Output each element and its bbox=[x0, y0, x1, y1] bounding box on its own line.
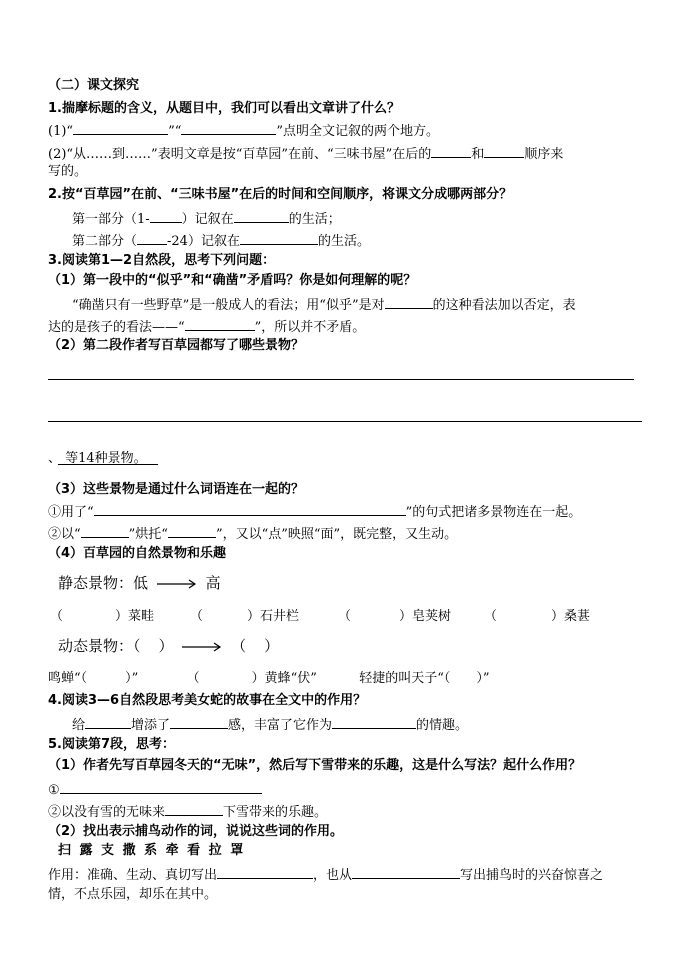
dyn-lark-pre: 轻捷的叫天子“（ bbox=[359, 671, 451, 686]
q3-s1-ans-c: 达的是孩子的看法——“ bbox=[48, 320, 185, 335]
dyn-cicada-pre: 鸣蝉“（ bbox=[48, 671, 88, 686]
static-scenery-row bbox=[58, 575, 221, 591]
q5-effect-mid: ，也从 bbox=[313, 868, 353, 883]
dyn-cicada-suf: ）” bbox=[125, 671, 139, 686]
capture-verbs: 扫 露 支 撒 系 牵 看 拉 罩 bbox=[58, 843, 246, 858]
static-item-name: 桑葚 bbox=[564, 609, 591, 624]
blank-part2-start[interactable] bbox=[137, 232, 167, 245]
q3-sub-3-b bbox=[48, 525, 457, 543]
q3-s3-a-pre: ①用了“ bbox=[48, 505, 94, 520]
paren-open: （ bbox=[133, 637, 141, 655]
q3-s1-ans-b: 的这种看法加以否定，表 bbox=[432, 298, 576, 313]
blank-part2-place[interactable] bbox=[240, 232, 318, 245]
paren-close: ） bbox=[551, 609, 565, 624]
q1-a2-end: 顺序来 bbox=[524, 147, 564, 162]
q3-sub-3-a bbox=[48, 503, 581, 521]
q3-s1-ans-a: “确凿只有一些野草”是一般成人的看法；用“似乎”是对 bbox=[72, 298, 385, 313]
q3-sub-4: （4）百草园的自然景物和乐趣 bbox=[48, 546, 227, 561]
q5-effect-pre: 作用：准确、生动、真切写出 bbox=[48, 868, 218, 883]
q4-answer bbox=[72, 716, 468, 734]
dyn-wasp: ）黄蜂“伏” bbox=[251, 671, 317, 686]
q4-c: 感，丰富了它作为 bbox=[228, 718, 333, 733]
paren-close: ） bbox=[264, 637, 280, 655]
paren-open: （ bbox=[50, 609, 64, 624]
q1-a2-part1: (2)“从……到……”表明文章是按“百草园”在前、“三味书屋”在后的 bbox=[48, 147, 432, 162]
blank-s1-2[interactable] bbox=[185, 318, 255, 331]
static-item-3 bbox=[338, 609, 451, 625]
q2-p2-c: 的生活。 bbox=[317, 234, 370, 249]
q1-answer-1 bbox=[48, 122, 439, 140]
q2-p1-a: 第一部分（1- bbox=[72, 212, 150, 227]
section-title: （二）课文探究 bbox=[48, 78, 140, 93]
question-1-stem: 1.揣摩标题的含义，从题目中，我们可以看出文章讲了什么？ bbox=[48, 101, 400, 116]
q3-sub-3: （3）这些景物是通过什么词语连在一起的？ bbox=[48, 482, 305, 497]
static-low: 低 bbox=[133, 574, 149, 592]
paren-open: （ bbox=[484, 609, 498, 624]
paren-close: ） bbox=[399, 609, 413, 624]
paren-close: ） bbox=[115, 609, 129, 624]
dynamic-scenery-row bbox=[58, 638, 279, 654]
q2-p1-b: ）记叙在 bbox=[181, 212, 234, 227]
q3-s1-ans-d: ”，所以并不矛盾。 bbox=[254, 320, 366, 335]
q3-sub-1-answer bbox=[72, 296, 576, 314]
answer-line-2[interactable] bbox=[48, 421, 642, 422]
q3-s3-b-pre: ②以“ bbox=[48, 527, 81, 542]
q3-sub-2-tail: 、 等14种景物。 bbox=[48, 451, 147, 466]
paren-open: （ bbox=[190, 609, 204, 624]
blank-q4-3[interactable] bbox=[332, 716, 416, 729]
q1-a2-and: 和 bbox=[471, 147, 485, 162]
blank-part1-place[interactable] bbox=[234, 210, 289, 223]
blank-s1-1[interactable] bbox=[385, 296, 433, 309]
q5-sub-1-b bbox=[48, 803, 327, 821]
question-3-stem: 3.阅读第1—2自然段，思考下列问题： bbox=[48, 253, 276, 268]
question-4-stem: 4.阅读3—6自然段思考美女蛇的故事在全文中的作用？ bbox=[48, 693, 367, 708]
blank-order-2[interactable] bbox=[484, 145, 524, 158]
right-arrow-icon bbox=[157, 579, 197, 589]
blank-s3-1[interactable] bbox=[81, 525, 129, 538]
q2-p2-a: 第二部分（ bbox=[72, 234, 138, 249]
q1-a1-prefix: (1)“ bbox=[48, 124, 74, 139]
static-label: 静态景物： bbox=[58, 574, 134, 592]
q5-sub-2: （2）找出表示捕鸟动作的词，说说这些词的作用。 bbox=[48, 824, 344, 839]
q3-s3-b-mid: ”烘托“ bbox=[128, 527, 168, 542]
q5-effect-end: 写出捕鸟时的兴奋惊喜之 bbox=[460, 868, 604, 883]
q1-a1-suffix: ”点明全文记叙的两个地方。 bbox=[276, 124, 440, 139]
q5-sub-1-a bbox=[48, 781, 262, 799]
blank-effect-1[interactable] bbox=[217, 866, 313, 879]
q4-b: 增添了 bbox=[131, 718, 171, 733]
q5-effect-cont: 情，不点乐园，却乐在其中。 bbox=[48, 887, 218, 902]
answer-line-1[interactable] bbox=[48, 379, 634, 380]
q1-answer-2 bbox=[48, 145, 563, 163]
blank-s3-phrase[interactable] bbox=[94, 503, 406, 516]
paren-open: （ bbox=[186, 671, 200, 686]
blank-place-1[interactable] bbox=[73, 122, 168, 135]
static-high: 高 bbox=[205, 574, 221, 592]
q1-a1-mid: ”“ bbox=[168, 124, 182, 139]
blank-q4-2[interactable] bbox=[170, 716, 228, 729]
paren-open: （ bbox=[338, 609, 352, 624]
answer-line-3[interactable] bbox=[58, 464, 158, 465]
paren-open: （ bbox=[231, 637, 247, 655]
static-item-name: 石井栏 bbox=[260, 609, 300, 624]
q2-p1-c: 的生活； bbox=[288, 212, 341, 227]
q5-s1-b-pre: ②以没有雪的无味来 bbox=[48, 805, 166, 820]
q4-d: 的情趣。 bbox=[416, 718, 469, 733]
q3-sub-1: （1）第一段中的“似乎”和“确凿”矛盾吗？你是如何理解的呢？ bbox=[48, 273, 417, 288]
blank-place-2[interactable] bbox=[181, 122, 276, 135]
paren-close: ） bbox=[247, 609, 261, 624]
q5-s1-b-suf: 下雪带来的乐趣。 bbox=[223, 805, 328, 820]
static-item-name: 菜畦 bbox=[128, 609, 155, 624]
blank-effect-2[interactable] bbox=[352, 866, 460, 879]
q4-a: 给 bbox=[72, 718, 86, 733]
blank-part1-end[interactable] bbox=[150, 210, 182, 223]
blank-q5-technique[interactable] bbox=[60, 781, 262, 794]
paren-close: ） bbox=[158, 637, 174, 655]
blank-order-1[interactable] bbox=[431, 145, 471, 158]
q3-s3-a-suf: ”的句式把诸多景物连在一起。 bbox=[405, 505, 582, 520]
q5-effect bbox=[48, 866, 603, 884]
question-5-stem: 5.阅读第7段，思考： bbox=[48, 737, 176, 752]
blank-q4-1[interactable] bbox=[85, 716, 131, 729]
dyn-lark-suf: ）” bbox=[476, 671, 490, 686]
q3-sub-1-answer-cont bbox=[48, 318, 365, 336]
q2-part-1 bbox=[72, 210, 341, 228]
static-item-1 bbox=[50, 609, 154, 625]
static-item-2 bbox=[190, 609, 299, 625]
q2-part-2 bbox=[72, 232, 370, 250]
dynamic-items bbox=[48, 671, 490, 687]
q5-s1-a: ① bbox=[48, 783, 60, 798]
static-item-4 bbox=[484, 609, 590, 625]
static-item-name: 皂荚树 bbox=[412, 609, 452, 624]
q2-p2-b: -24）记叙在 bbox=[167, 234, 240, 249]
q3-sub-2: （2）第二段作者写百草园都写了哪些景物？ bbox=[48, 338, 305, 353]
q3-s3-b-suf: ”，又以“点”映照“面”，既完整，又生动。 bbox=[215, 527, 458, 542]
q1-answer-2-cont: 写的。 bbox=[48, 164, 88, 179]
blank-s3-2[interactable] bbox=[168, 525, 216, 538]
question-2-stem: 2.按“百草园”在前、“三味书屋”在后的时间和空间顺序，将课文分成哪两部分？ bbox=[48, 187, 513, 202]
blank-q5-contrast[interactable] bbox=[165, 803, 223, 816]
q5-sub-1: （1）作者先写百草园冬天的“无味”，然后写下雪带来的乐趣，这是什么写法？起什么作用？ bbox=[48, 758, 582, 773]
dynamic-label: 动态景物： bbox=[58, 637, 134, 655]
right-arrow-icon bbox=[182, 642, 222, 652]
